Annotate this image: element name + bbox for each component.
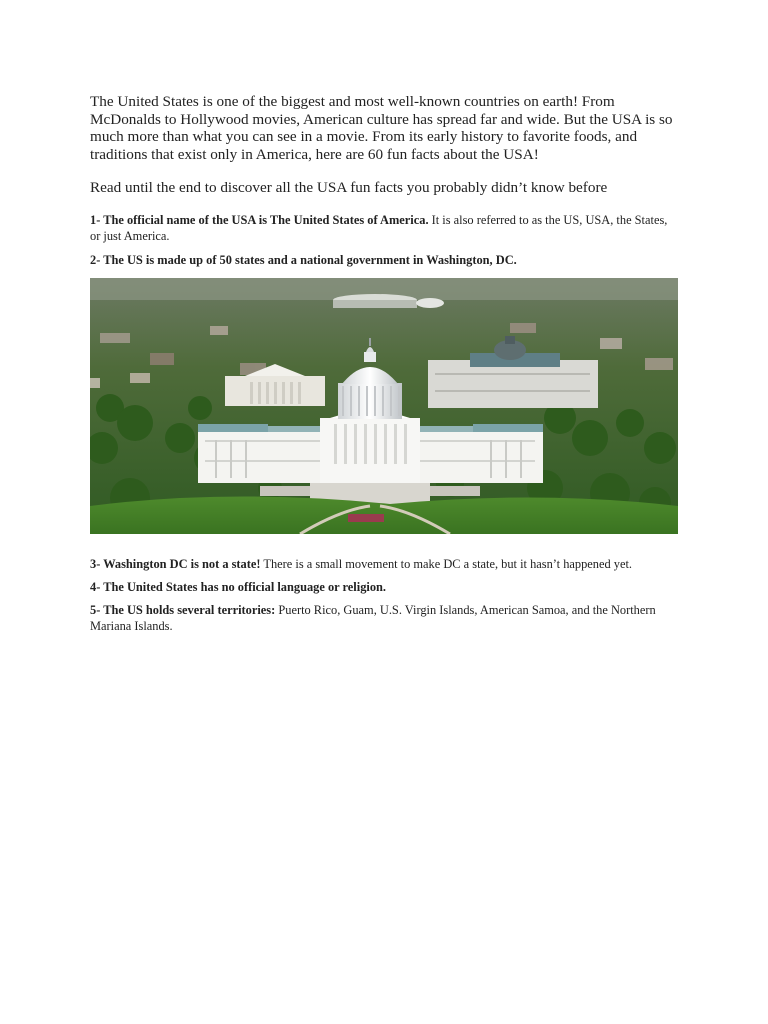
intro-followup: Read until the end to discover all the USA fun facts you probably didn’t know before: [90, 179, 608, 197]
fact-2-heading: 2- The US is made up of 50 states and a national government in Washington, DC.: [90, 253, 517, 268]
fact-1-text: It is also referred to as the US, USA, the States, or just America.: [90, 212, 668, 244]
fact-1-heading: 1- The official name of the USA is The United States of America.: [90, 212, 429, 227]
fact-3-heading: 3- Washington DC is not a state!: [90, 556, 261, 571]
capitol-building-photo: [90, 278, 678, 534]
fact-3-text: There is a small movement to make DC a state, but it hasn’t happened yet.: [260, 556, 633, 571]
fact-2: [90, 252, 680, 268]
fact-1: [90, 212, 680, 244]
document-page: [90, 93, 680, 634]
fact-4: [90, 579, 680, 595]
fact-4-heading: 4- The United States has no official language or religion.: [90, 579, 387, 594]
fact-3: [90, 556, 680, 572]
fact-5-heading: 5- The US holds several territories:: [90, 602, 276, 617]
intro-paragraph: The United States is one of the biggest and most well-known countries on earth! From McDonalds to Hollywood movies, American culture has spread far and wide. But the USA is so much more than what you can see in a movie. From its early history to favorite foods, and traditions that exist only in America, here are 60 fun facts about the USA!: [90, 93, 673, 163]
fact-5-text: Puerto Rico, Guam, U.S. Virgin Islands, American Samoa, and the Northern Mariana Islands.: [90, 602, 656, 634]
fact-5: [90, 602, 680, 634]
